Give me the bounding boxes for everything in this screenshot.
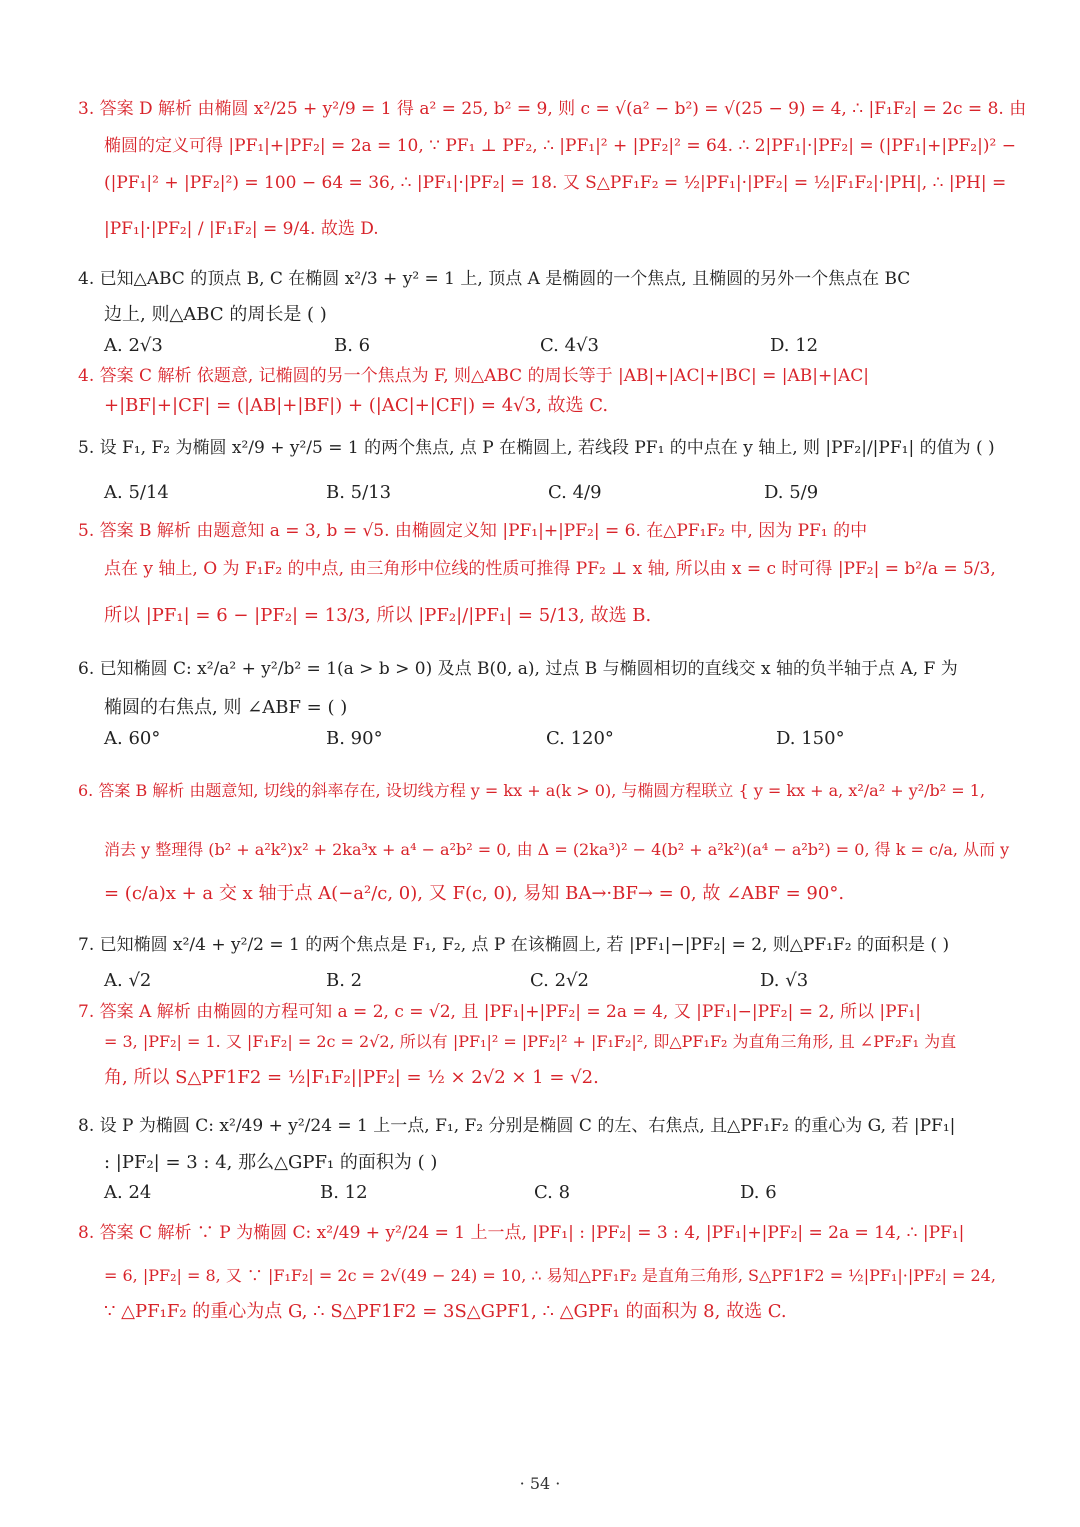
question-4-line-1: 4. 已知△ABC 的顶点 B, C 在椭圆 x²/3 + y² = 1 上, 顶点 A 是椭圆的一个焦点, 且椭圆的另外一个焦点在 BC [78, 269, 911, 289]
question-6-line-2: 椭圆的右焦点, 则 ∠ABF = ( ) [104, 697, 348, 718]
answer-5-line-1: 5. 答案 B 解析 由题意知 a = 3, b = √5. 由椭圆定义知 |PF₁|+|PF₂| = 6. 在△PF₁F₂ 中, 因为 PF₁ 的中 [78, 521, 868, 541]
question-5-option-d: D. 5/9 [764, 482, 819, 503]
answer-6-line-1: 6. 答案 B 解析 由题意知, 切线的斜率存在, 设切线方程 y = kx + a(k > 0), 与椭圆方程联立 { y = kx + a, x²/a² + y²/b² = 1, [78, 781, 986, 800]
question-8-line-2: : |PF₂| = 3 : 4, 那么△GPF₁ 的面积为 ( ) [104, 1152, 438, 1173]
question-5-line-1: 5. 设 F₁, F₂ 为椭圆 x²/9 + y²/5 = 1 的两个焦点, 点 P 在椭圆上, 若线段 PF₁ 的中点在 y 轴上, 则 |PF₂|/|PF₁| 的值为 ( ) [78, 438, 995, 458]
page-number: · 54 · [519, 1474, 561, 1493]
question-4-option-b: B. 6 [334, 335, 371, 356]
question-6-option-a: A. 60° [104, 728, 161, 749]
answer-3-line-3: (|PF₁|² + |PF₂|²) = 100 − 64 = 36, ∴ |PF₁|·|PF₂| = 18. 又 S△PF₁F₂ = ½|PF₁|·|PF₂| = ½|F₁F₂|·|PH|, ∴ |PH| = [104, 173, 1007, 193]
question-7-option-c: C. 2√2 [530, 970, 589, 991]
question-7-line-1: 7. 已知椭圆 x²/4 + y²/2 = 1 的两个焦点是 F₁, F₂, 点 P 在该椭圆上, 若 |PF₁|−|PF₂| = 2, 则△PF₁F₂ 的面积是 ( ) [78, 935, 950, 955]
answer-8-line-1: 8. 答案 C 解析 ∵ P 为椭圆 C: x²/49 + y²/24 = 1 上一点, |PF₁| : |PF₂| = 3 : 4, |PF₁|+|PF₂| = 2a = 14, ∴ |PF₁| [78, 1223, 965, 1243]
question-8-option-c: C. 8 [534, 1182, 571, 1203]
question-4-option-d: D. 12 [770, 335, 819, 356]
question-4-option-a: A. 2√3 [104, 335, 163, 356]
answer-4-line-2: +|BF|+|CF| = (|AB|+|BF|) + (|AC|+|CF|) = 4√3, 故选 C. [104, 395, 609, 416]
question-5-option-c: C. 4/9 [548, 482, 602, 503]
question-5-options [104, 482, 1040, 508]
question-6-option-b: B. 90° [326, 728, 383, 749]
answer-7-line-3: 角, 所以 S△PF1F2 = ½|F₁F₂||PF₂| = ½ × 2√2 × 1 = √2. [104, 1067, 599, 1088]
answer-7-line-2: = 3, |PF₂| = 1. 又 |F₁F₂| = 2c = 2√2, 所以有 |PF₁|² = |PF₂|² + |F₁F₂|², 即△PF₁F₂ 为直角三角形, 且 ∠PF₂F₁ 为直 [104, 1032, 957, 1051]
answer-3-line-1: 3. 答案 D 解析 由椭圆 x²/25 + y²/9 = 1 得 a² = 25, b² = 9, 则 c = √(a² − b²) = √(25 − 9) = 4, ∴ |F₁F₂| = 2c = 8. 由 [78, 99, 1027, 119]
question-4-line-2: 边上, 则△ABC 的周长是 ( ) [104, 304, 327, 325]
question-7-option-a: A. √2 [104, 970, 152, 991]
question-8-option-d: D. 6 [740, 1182, 777, 1203]
answer-4-line-1: 4. 答案 C 解析 依题意, 记椭圆的另一个焦点为 F, 则△ABC 的周长等于 |AB|+|AC|+|BC| = |AB|+|AC| [78, 366, 869, 386]
question-6-option-d: D. 150° [776, 728, 845, 749]
question-8-line-1: 8. 设 P 为椭圆 C: x²/49 + y²/24 = 1 上一点, F₁, F₂ 分别是椭圆 C 的左、右焦点, 且△PF₁F₂ 的重心为 G, 若 |PF₁| [78, 1116, 956, 1136]
answer-5-line-3: 所以 |PF₁| = 6 − |PF₂| = 13/3, 所以 |PF₂|/|PF₁| = 5/13, 故选 B. [104, 605, 652, 626]
answer-5-line-2: 点在 y 轴上, O 为 F₁F₂ 的中点, 由三角形中位线的性质可推得 PF₂ ⊥ x 轴, 所以由 x = c 时可得 |PF₂| = b²/a = 5/3, [104, 559, 996, 579]
answer-6-line-2: 消去 y 整理得 (b² + a²k²)x² + 2ka³x + a⁴ − a²b² = 0, 由 Δ = (2ka³)² − 4(b² + a²k²)(a⁴ − a²b²) = 0, 得 k = c/a, 从而 y [104, 840, 1010, 859]
answer-7-line-1: 7. 答案 A 解析 由椭圆的方程可知 a = 2, c = √2, 且 |PF₁|+|PF₂| = 2a = 4, 又 |PF₁|−|PF₂| = 2, 所以 |PF₁| [78, 1002, 921, 1022]
answer-8-line-2: = 6, |PF₂| = 8, 又 ∵ |F₁F₂| = 2c = 2√(49 − 24) = 10, ∴ 易知△PF₁F₂ 是直角三角形, S△PF1F2 = ½|PF₁|·|PF₂| = 24, [104, 1266, 996, 1285]
question-7-options [104, 970, 1040, 996]
question-6-options [104, 728, 1040, 754]
question-4-option-c: C. 4√3 [540, 335, 599, 356]
question-4-options [104, 335, 1040, 361]
question-6-option-c: C. 120° [546, 728, 614, 749]
question-6-line-1: 6. 已知椭圆 C: x²/a² + y²/b² = 1(a > b > 0) 及点 B(0, a), 过点 B 与椭圆相切的直线交 x 轴的负半轴于点 A, F 为 [78, 659, 958, 679]
question-8-options [104, 1182, 1040, 1208]
question-8-option-a: A. 24 [104, 1182, 152, 1203]
question-8-option-b: B. 12 [320, 1182, 368, 1203]
question-7-option-d: D. √3 [760, 970, 809, 991]
question-7-option-b: B. 2 [326, 970, 363, 991]
question-5-option-b: B. 5/13 [326, 482, 392, 503]
answer-3-line-4: |PF₁|·|PF₂| / |F₁F₂| = 9/4. 故选 D. [104, 219, 379, 239]
answer-8-line-3: ∵ △PF₁F₂ 的重心为点 G, ∴ S△PF1F2 = 3S△GPF1, ∴ △GPF₁ 的面积为 8, 故选 C. [104, 1301, 787, 1322]
answer-3-line-2: 椭圆的定义可得 |PF₁|+|PF₂| = 2a = 10, ∵ PF₁ ⊥ PF₂, ∴ |PF₁|² + |PF₂|² = 64. ∴ 2|PF₁|·|PF₂| = (|PF₁|+|PF₂|)² − [104, 136, 1016, 156]
answer-6-line-3: = (c/a)x + a 交 x 轴于点 A(−a²/c, 0), 又 F(c, 0), 易知 BA→·BF→ = 0, 故 ∠ABF = 90°. [104, 883, 845, 904]
question-5-option-a: A. 5/14 [104, 482, 169, 503]
